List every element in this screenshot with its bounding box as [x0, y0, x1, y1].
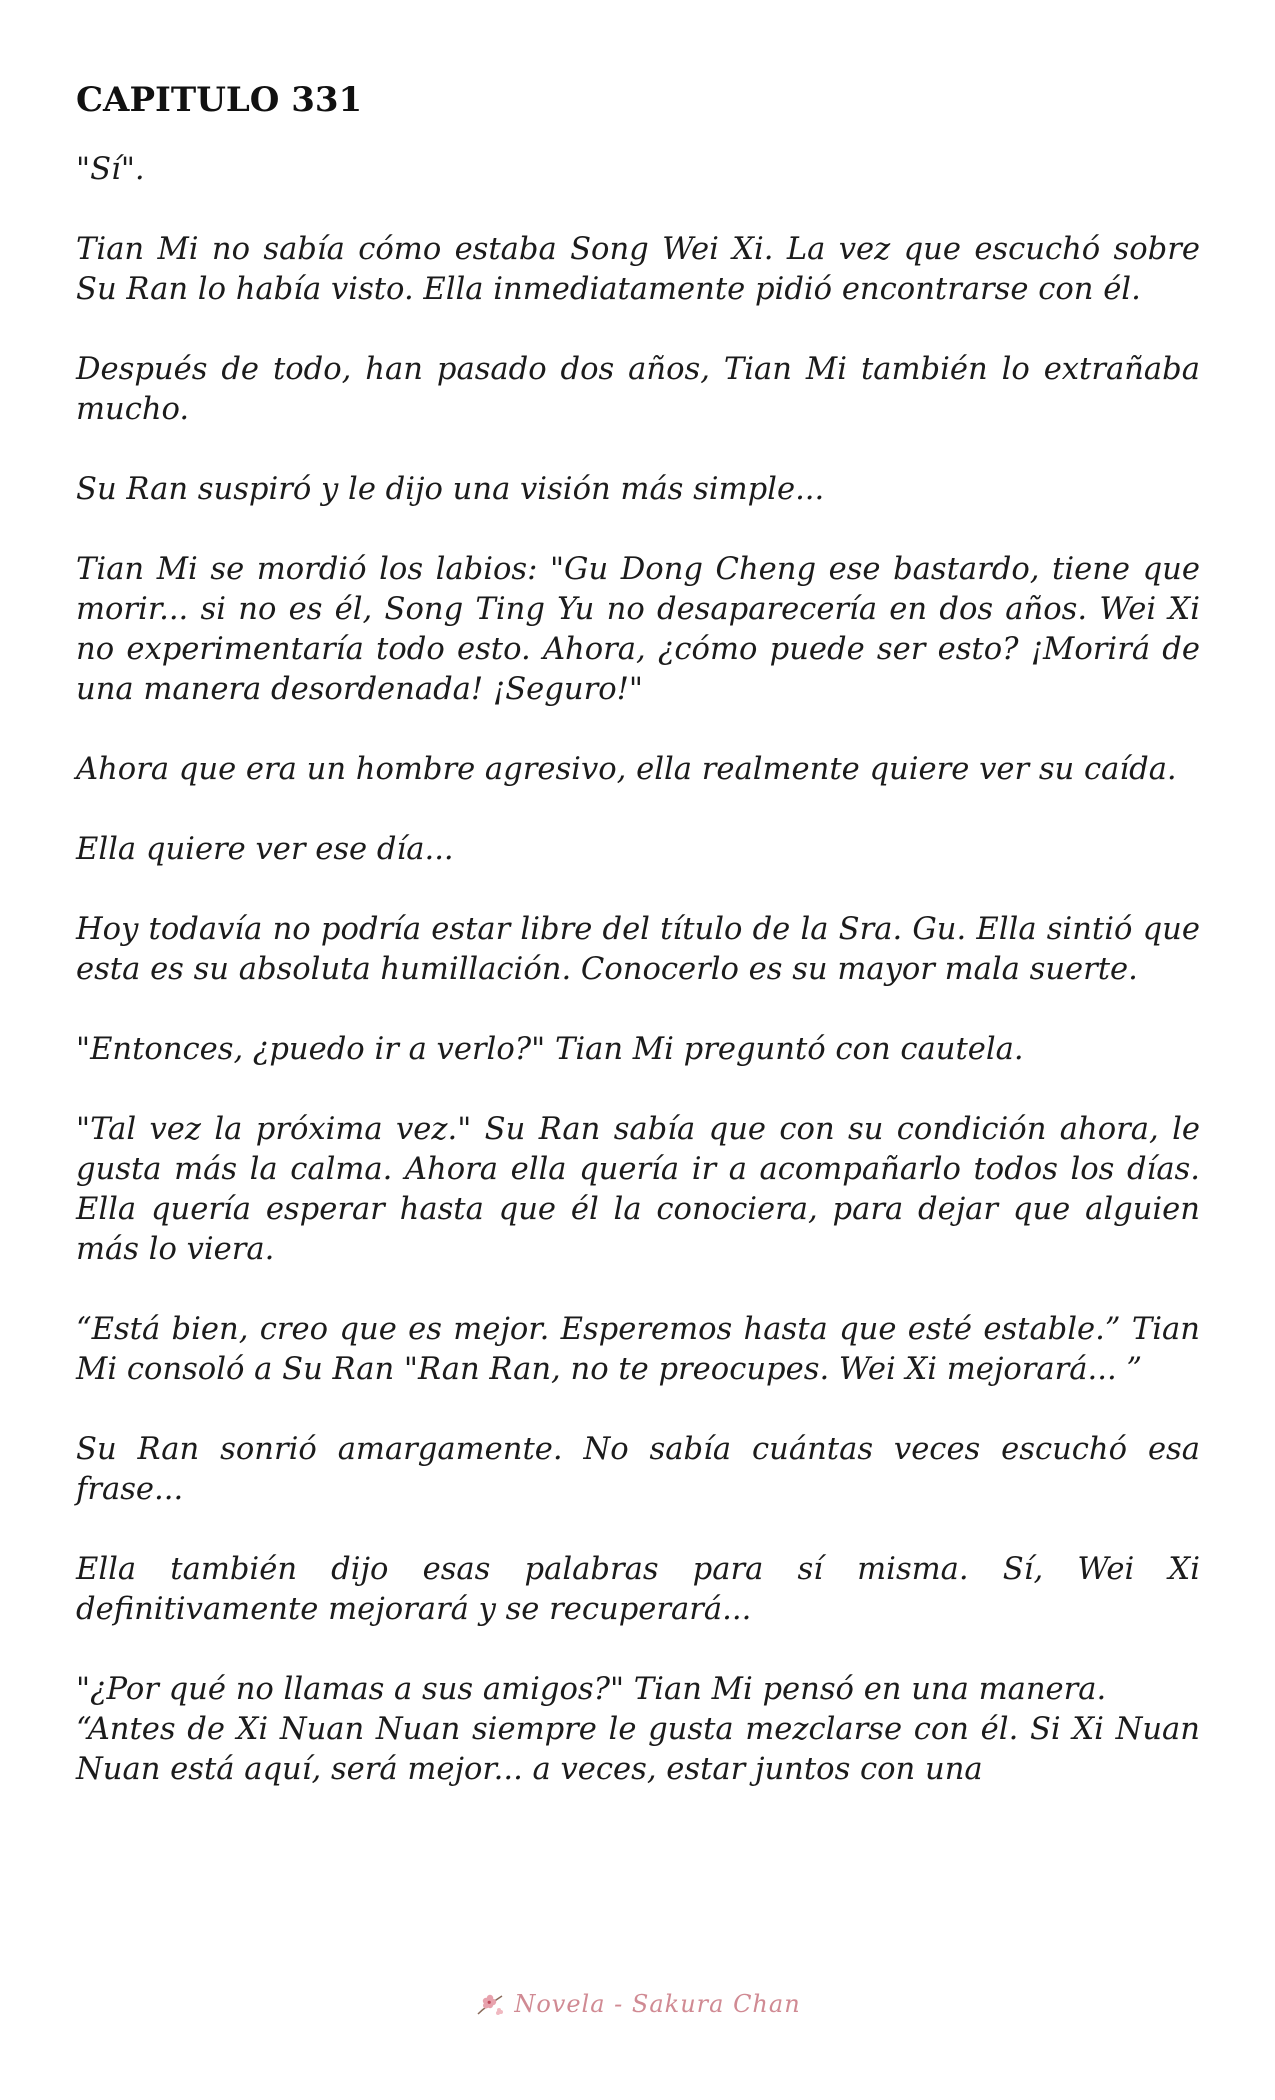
document-page [76, 70, 1200, 1790]
paragraph-2: Tian Mi no sabía cómo estaba Song Wei Xi. La vez que escuchó sobre Su Ran lo había visto. Ella inmediatamente pidió encontrarse con él. [76, 232, 1200, 307]
chapter-title: CAPITULO 331 [76, 80, 363, 120]
paragraph-4: Su Ran suspiró y le dijo una visión más simple... [76, 472, 825, 507]
watermark [474, 1988, 800, 2020]
paragraph-9: "Entonces, ¿puedo ir a verlo?" Tian Mi preguntó con cautela. [76, 1032, 1024, 1067]
paragraph-13: Ella también dijo esas palabras para sí misma. Sí, Wei Xi definitivamente mejorará y se recuperará... [76, 1552, 1200, 1627]
paragraph-7: Ella quiere ver ese día... [76, 832, 454, 867]
paragraph-10: "Tal vez la próxima vez." Su Ran sabía que con su condición ahora, le gusta más la calma. Ahora ella quería ir a acompañarlo todos los días. Ella quería esperar hasta que él la conociera, para dejar que alguien más lo viera. [76, 1112, 1200, 1267]
paragraph-12: Su Ran sonrió amargamente. No sabía cuántas veces escuchó esa frase... [76, 1432, 1200, 1507]
paragraph-5: Tian Mi se mordió los labios: "Gu Dong Cheng ese bastardo, tiene que morir... si no es él, Song Ting Yu no desaparecería en dos años. Wei Xi no experimentaría todo esto. Ahora, ¿cómo puede ser esto? ¡Morirá de una manera desordenada! ¡Seguro!" [76, 552, 1200, 707]
paragraph-14: "¿Por qué no llamas a sus amigos?" Tian Mi pensó en una manera. “Antes de Xi Nuan Nuan siempre le gusta mezclarse con él. Si Xi Nuan Nuan está aquí, será mejor... a veces, estar juntos con una [76, 1672, 1200, 1787]
watermark-text: Novela - Sakura Chan [514, 1990, 801, 2018]
paragraph-6: Ahora que era un hombre agresivo, ella realmente quiere ver su caída. [76, 752, 1177, 787]
paragraph-8: Hoy todavía no podría estar libre del título de la Sra. Gu. Ella sintió que esta es su absoluta humillación. Conocerlo es su mayor mala suerte. [76, 912, 1200, 987]
paragraph-1: "Sí". [76, 152, 145, 187]
cherry-blossom-icon [474, 1988, 506, 2020]
paragraph-3: Después de todo, han pasado dos años, Tian Mi también lo extrañaba mucho. [76, 352, 1200, 427]
footer-watermark [0, 1988, 1275, 2025]
paragraph-11: “Está bien, creo que es mejor. Esperemos hasta que esté estable.” Tian Mi consoló a Su Ran "Ran Ran, no te preocupes. Wei Xi mejorará... ” [76, 1312, 1200, 1387]
